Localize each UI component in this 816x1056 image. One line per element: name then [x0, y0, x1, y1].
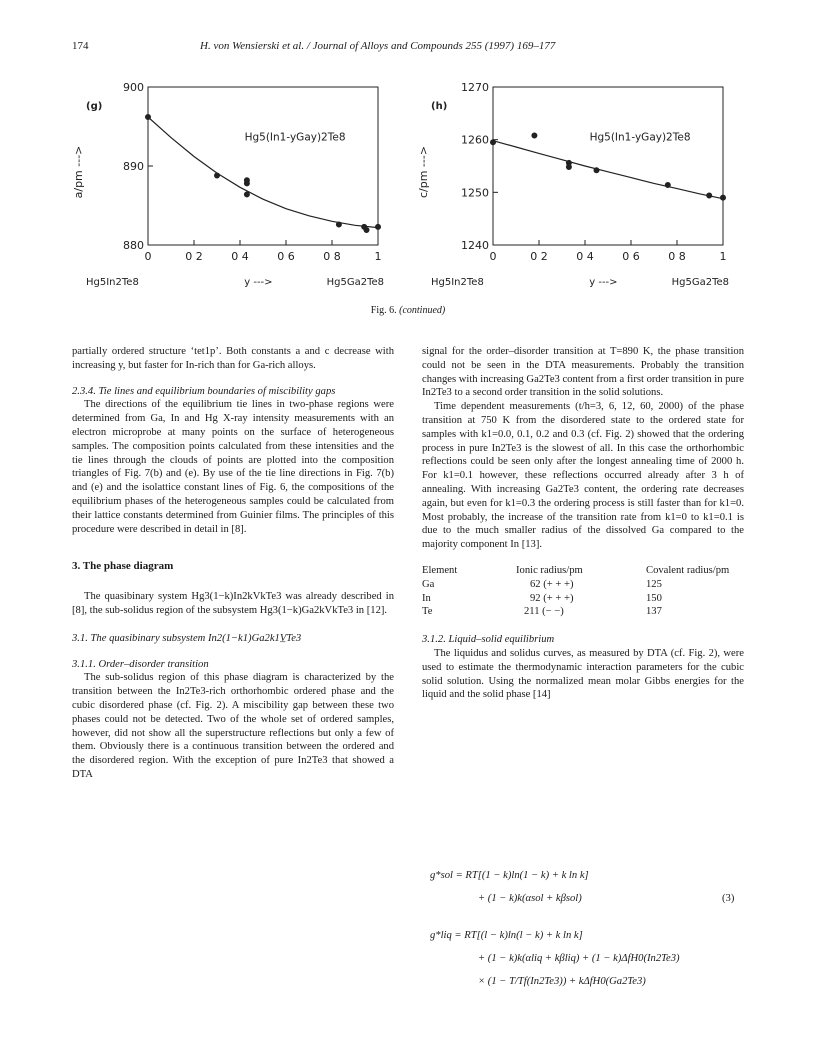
- x-tick-label: 1: [719, 250, 727, 263]
- y-tick-label: 880: [123, 239, 144, 252]
- data-point: [336, 222, 341, 227]
- equation-sol-line-2: + (1 − k)k(αsol + kβsol): [478, 893, 582, 904]
- x-end-label-right: Hg5Ga2Te8: [326, 277, 384, 288]
- data-point: [244, 192, 249, 197]
- x-tick-label: 0: [489, 250, 497, 263]
- equation-liq-line-1: g*liq = RT[(l − k)ln(l − k) + k ln k]: [430, 930, 583, 941]
- table-cell: Ga: [422, 578, 435, 590]
- data-point: [720, 195, 725, 200]
- data-point: [490, 140, 495, 145]
- x-axis-label: y --->: [244, 277, 273, 288]
- y-tick-label: 1240: [461, 239, 489, 252]
- equation-liq-line-2: + (1 − k)k(αliq + kβliq) + (1 − k)ΔfH0(In2Te3): [478, 953, 680, 964]
- y-tick-label: 1260: [461, 133, 489, 147]
- section-heading-3-1-2: 3.1.2. Liquid–solid equilibrium: [422, 634, 555, 646]
- section-heading-3-1-1: 3.1.1. Order–disorder transition: [72, 658, 209, 670]
- x-tick-label: 0 8: [668, 250, 686, 263]
- paragraph-continued: partially ordered structure ‘tet1p’. Both constants a and c decrease with increasing y, but faster for In-rich than for Ga-rich alloys.: [72, 346, 394, 371]
- table-cell: Te: [422, 606, 433, 618]
- data-point: [532, 133, 537, 138]
- section-heading-2-3-4: 2.3.4. Tie lines and equilibrium boundaries of miscibility gaps: [72, 385, 336, 397]
- y-tick-label: 900: [123, 81, 144, 94]
- paragraph-signal: signal for the order–disorder transition at T=890 K, the phase transition could not be seen in the DTA measurements. Probably the transition changes with increasing Ga2Te3 content from a first order transition in pure In2Te3 to a second order transition in the solid solutions.: [422, 346, 744, 399]
- data-point: [566, 164, 571, 169]
- fit-curve: [493, 141, 723, 199]
- x-tick-label: 0 4: [576, 250, 594, 263]
- chart-panel-h: [405, 75, 735, 295]
- table-cell: 137: [646, 606, 662, 618]
- paragraph-order-disorder: The sub-solidus region of this phase diagram is characterized by the transition between the In2Te3-rich orthorhombic ordered phase and the cubic disordered phase (cf. Fig. 2). A miscibility gap between these two phases could not be detected. Two of the whole set of ordered samples, however, did not show all the superstructure reflections but only a few of them. Obviously there is a continuous transition between the ordered and the disordered region. With the exception of pure In2Te3 that showed a DTA: [72, 672, 394, 780]
- data-point: [707, 193, 712, 198]
- y-tick-label: 1270: [461, 81, 489, 94]
- paragraph-liquidus: The liquidus and solidus curves, as measured by DTA (cf. Fig. 2), were used to estimate the thermodynamic interaction parameters for the cubic solid solution. Using the normalized mean molar Gibbs energies for the liquid and the solid phase [14]: [422, 647, 744, 701]
- table-header: Ionic radius/pm: [516, 564, 583, 576]
- x-tick-label: 0 2: [185, 250, 203, 263]
- formula-annotation: Hg5(In1-yGay)2Te8: [589, 131, 691, 144]
- data-point: [244, 181, 249, 186]
- table-cell: 150: [646, 592, 662, 604]
- paragraph-tie-lines: The directions of the equilibrium tie lines in two-phase regions were determined from Ga, In and Hg X-ray intensity measurements with an electron microprobe at many points on the surface of heterogeneous samples. The composition points calculated from these intensities and the tie lines through the clouds of points are plotted into the composition triangles of Fig. 7(b) and (e). By use of the tie line directions in Fig. 7(b) and (e) and the isolattice constant lines of Fig. 6, the compositions of the equilibrium phases of the heterogeneous samples could be calculated from their lattice constants determined from Guinier films. The principles of this procedure were described in detail in [8].: [72, 399, 394, 535]
- left-column: [72, 345, 394, 782]
- table-cell: 211 (− −): [524, 606, 564, 618]
- table-cell: 62 (+ + +): [530, 578, 574, 590]
- table-cell: 125: [646, 578, 662, 590]
- x-tick-label: 1: [374, 250, 382, 263]
- paragraph-time-dependent: Time dependent measurements (t/h=3, 6, 12, 60, 2000) of the phase transition at 750 K from the disordered state to the ordered state for samples with k1=0.0, 0.1, 0.2 and 0.3 (cf. Fig. 2) showed that the ordering process in pure In2Te3 is the slowest of all. In this case the orthorhombic reflections could be seen only after the longest annealing time of 2000 h. For k1=0.1 however, these reflections occurred already after 3 h of annealing. With increasing Ga2Te3 content, the ordering rate decreases again, but even for k1=0.3 the ordering process is still faster than for k1=0. Most probably, the increase of the transition rate from k1=0 to k1=0.1 is due to the much smaller radius of the dissolved Ga compared to the majority component In [13].: [422, 401, 744, 551]
- x-axis-label: y --->: [589, 277, 618, 288]
- equation-sol-line-1: g*sol = RT[(1 − k)ln(1 − k) + k ln k]: [430, 870, 589, 881]
- table-row: [422, 605, 735, 619]
- panel-label: (h): [431, 101, 448, 112]
- figure-caption-note: (continued): [399, 305, 446, 316]
- x-end-label-left: Hg5In2Te8: [86, 277, 139, 288]
- x-end-label-left: Hg5In2Te8: [431, 277, 484, 288]
- panel-label: (g): [86, 101, 103, 112]
- figure-caption-label: Fig. 6.: [370, 305, 397, 316]
- figure-caption: [0, 305, 816, 316]
- x-end-label-right: Hg5Ga2Te8: [671, 277, 729, 288]
- x-tick-label: 0: [144, 250, 152, 263]
- paragraph-quasibinary: The quasibinary system Hg3(1−k)In2kVkTe3 was already described in [8], the sub-solidus region of the subsystem Hg3(1−k)Ga2kVkTe3 in [12].: [72, 591, 394, 616]
- page-number: 174: [72, 40, 89, 52]
- table-cell: 92 (+ + +): [530, 592, 574, 604]
- x-tick-label: 0 2: [530, 250, 548, 263]
- y-axis-label: a/pm --->: [72, 145, 85, 199]
- data-point: [364, 227, 369, 232]
- table-header: Covalent radius/pm: [646, 564, 730, 576]
- plot-frame: [493, 87, 723, 245]
- ionic-radius-table: [422, 564, 735, 619]
- data-point: [665, 182, 670, 187]
- chart-panel-g: [60, 75, 390, 295]
- section-heading-3: 3. The phase diagram: [72, 560, 174, 573]
- equation-liq-line-3: × (1 − T/Tf(In2Te3)) + kΔfH0(Ga2Te3): [478, 976, 646, 987]
- equation-number: (3): [722, 893, 735, 904]
- x-tick-label: 0 6: [277, 250, 295, 263]
- plot-frame: [148, 87, 378, 245]
- table-row: [422, 592, 735, 606]
- x-tick-label: 0 4: [231, 250, 249, 263]
- table-row: [422, 578, 735, 592]
- y-tick-label: 890: [123, 160, 144, 173]
- table-cell: In: [422, 592, 431, 604]
- y-axis-label: c/pm --->: [417, 145, 430, 199]
- table-header: Element: [422, 564, 458, 576]
- data-point: [214, 173, 219, 178]
- right-column: [422, 345, 744, 702]
- data-point: [375, 224, 380, 229]
- x-tick-label: 0 8: [323, 250, 341, 263]
- formula-annotation: Hg5(In1-yGay)2Te8: [244, 131, 346, 144]
- section-heading-3-1: 3.1. The quasibinary subsystem In2(1−k1)Ga2k1V̲Te3: [72, 632, 302, 644]
- data-point: [145, 114, 150, 119]
- y-tick-label: 1250: [461, 186, 489, 200]
- data-point: [594, 168, 599, 173]
- running-head: H. von Wensierski et al. / Journal of Alloys and Compounds 255 (1997) 169–177: [200, 40, 556, 52]
- x-tick-label: 0 6: [622, 250, 640, 263]
